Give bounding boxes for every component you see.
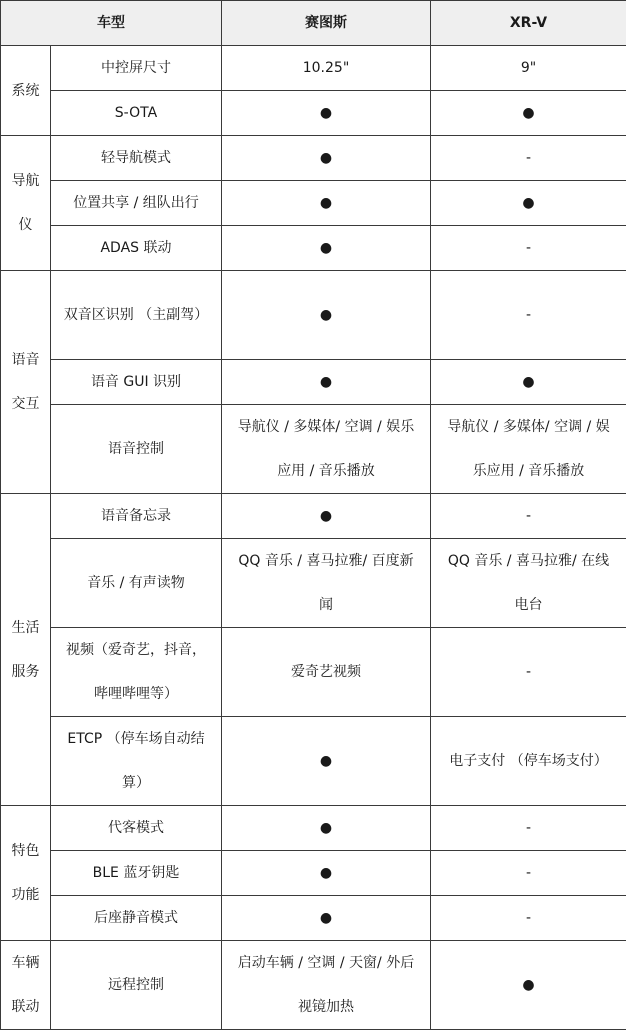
header-row	[1, 1, 626, 46]
feature-cell: 语音 GUI 识别	[51, 360, 222, 405]
car1-value: ●	[222, 360, 431, 405]
car2-value: 电子支付 （停车场支付）	[431, 717, 626, 806]
table-row	[1, 91, 626, 136]
table-row	[1, 717, 626, 806]
car2-value: ●	[431, 941, 626, 1030]
car1-value: ●	[222, 181, 431, 226]
car1-value: 爱奇艺视频	[222, 628, 431, 717]
car1-value: ●	[222, 806, 431, 851]
category-special-features: 特色功能	[1, 806, 51, 941]
feature-cell: 后座静音模式	[51, 896, 222, 941]
car2-value: -	[431, 226, 626, 271]
feature-cell: 音乐 / 有声读物	[51, 539, 222, 628]
table-row	[1, 136, 626, 181]
header-car1: 赛图斯	[222, 1, 431, 46]
car2-value: ●	[431, 91, 626, 136]
category-life-service: 生活服务	[1, 494, 51, 806]
table-row	[1, 806, 626, 851]
car2-value: -	[431, 851, 626, 896]
car1-value: QQ 音乐 / 喜马拉雅/ 百度新闻	[222, 539, 431, 628]
table-row	[1, 628, 626, 717]
feature-cell: 双音区识别 （主副驾）	[51, 271, 222, 360]
car2-value: 导航仪 / 多媒体/ 空调 / 娱乐应用 / 音乐播放	[431, 405, 626, 494]
category-system: 系统	[1, 46, 51, 136]
table-row	[1, 539, 626, 628]
feature-cell: S-OTA	[51, 91, 222, 136]
header-car2: XR-V	[431, 1, 626, 46]
table-row	[1, 896, 626, 941]
feature-cell: ETCP （停车场自动结算）	[51, 717, 222, 806]
car2-value: -	[431, 494, 626, 539]
feature-cell: BLE 蓝牙钥匙	[51, 851, 222, 896]
header-model: 车型	[1, 1, 222, 46]
car2-value: ●	[431, 181, 626, 226]
category-vehicle-link: 车辆联动	[1, 941, 51, 1030]
table-row	[1, 851, 626, 896]
car1-value: ●	[222, 494, 431, 539]
car2-value: QQ 音乐 / 喜马拉雅/ 在线电台	[431, 539, 626, 628]
feature-cell: 远程控制	[51, 941, 222, 1030]
car2-value: -	[431, 896, 626, 941]
car1-value: ●	[222, 717, 431, 806]
table-row	[1, 941, 626, 1030]
car2-value: 9"	[431, 46, 626, 91]
feature-cell: 中控屏尺寸	[51, 46, 222, 91]
feature-cell: 代客模式	[51, 806, 222, 851]
feature-cell: 语音控制	[51, 405, 222, 494]
car1-value: ●	[222, 896, 431, 941]
table-row	[1, 405, 626, 494]
feature-cell: 轻导航模式	[51, 136, 222, 181]
category-navigation: 导航仪	[1, 136, 51, 271]
table-row	[1, 271, 626, 360]
car1-value: ●	[222, 271, 431, 360]
feature-cell: 位置共享 / 组队出行	[51, 181, 222, 226]
car2-value: ●	[431, 360, 626, 405]
car1-value: 导航仪 / 多媒体/ 空调 / 娱乐应用 / 音乐播放	[222, 405, 431, 494]
car2-value: -	[431, 628, 626, 717]
car2-value: -	[431, 271, 626, 360]
table-row	[1, 46, 626, 91]
car1-value: ●	[222, 226, 431, 271]
car1-value: 启动车辆 / 空调 / 天窗/ 外后视镜加热	[222, 941, 431, 1030]
feature-cell: ADAS 联动	[51, 226, 222, 271]
table-row	[1, 360, 626, 405]
car1-value: ●	[222, 136, 431, 181]
table-row	[1, 494, 626, 539]
car1-value: ●	[222, 851, 431, 896]
feature-cell: 视频（爱奇艺，抖音，哔哩哔哩等）	[51, 628, 222, 717]
table-row	[1, 181, 626, 226]
feature-cell: 语音备忘录	[51, 494, 222, 539]
category-voice: 语音交互	[1, 271, 51, 494]
car2-value: -	[431, 806, 626, 851]
table-row	[1, 226, 626, 271]
car2-value: -	[431, 136, 626, 181]
car1-value: ●	[222, 91, 431, 136]
car1-value: 10.25"	[222, 46, 431, 91]
